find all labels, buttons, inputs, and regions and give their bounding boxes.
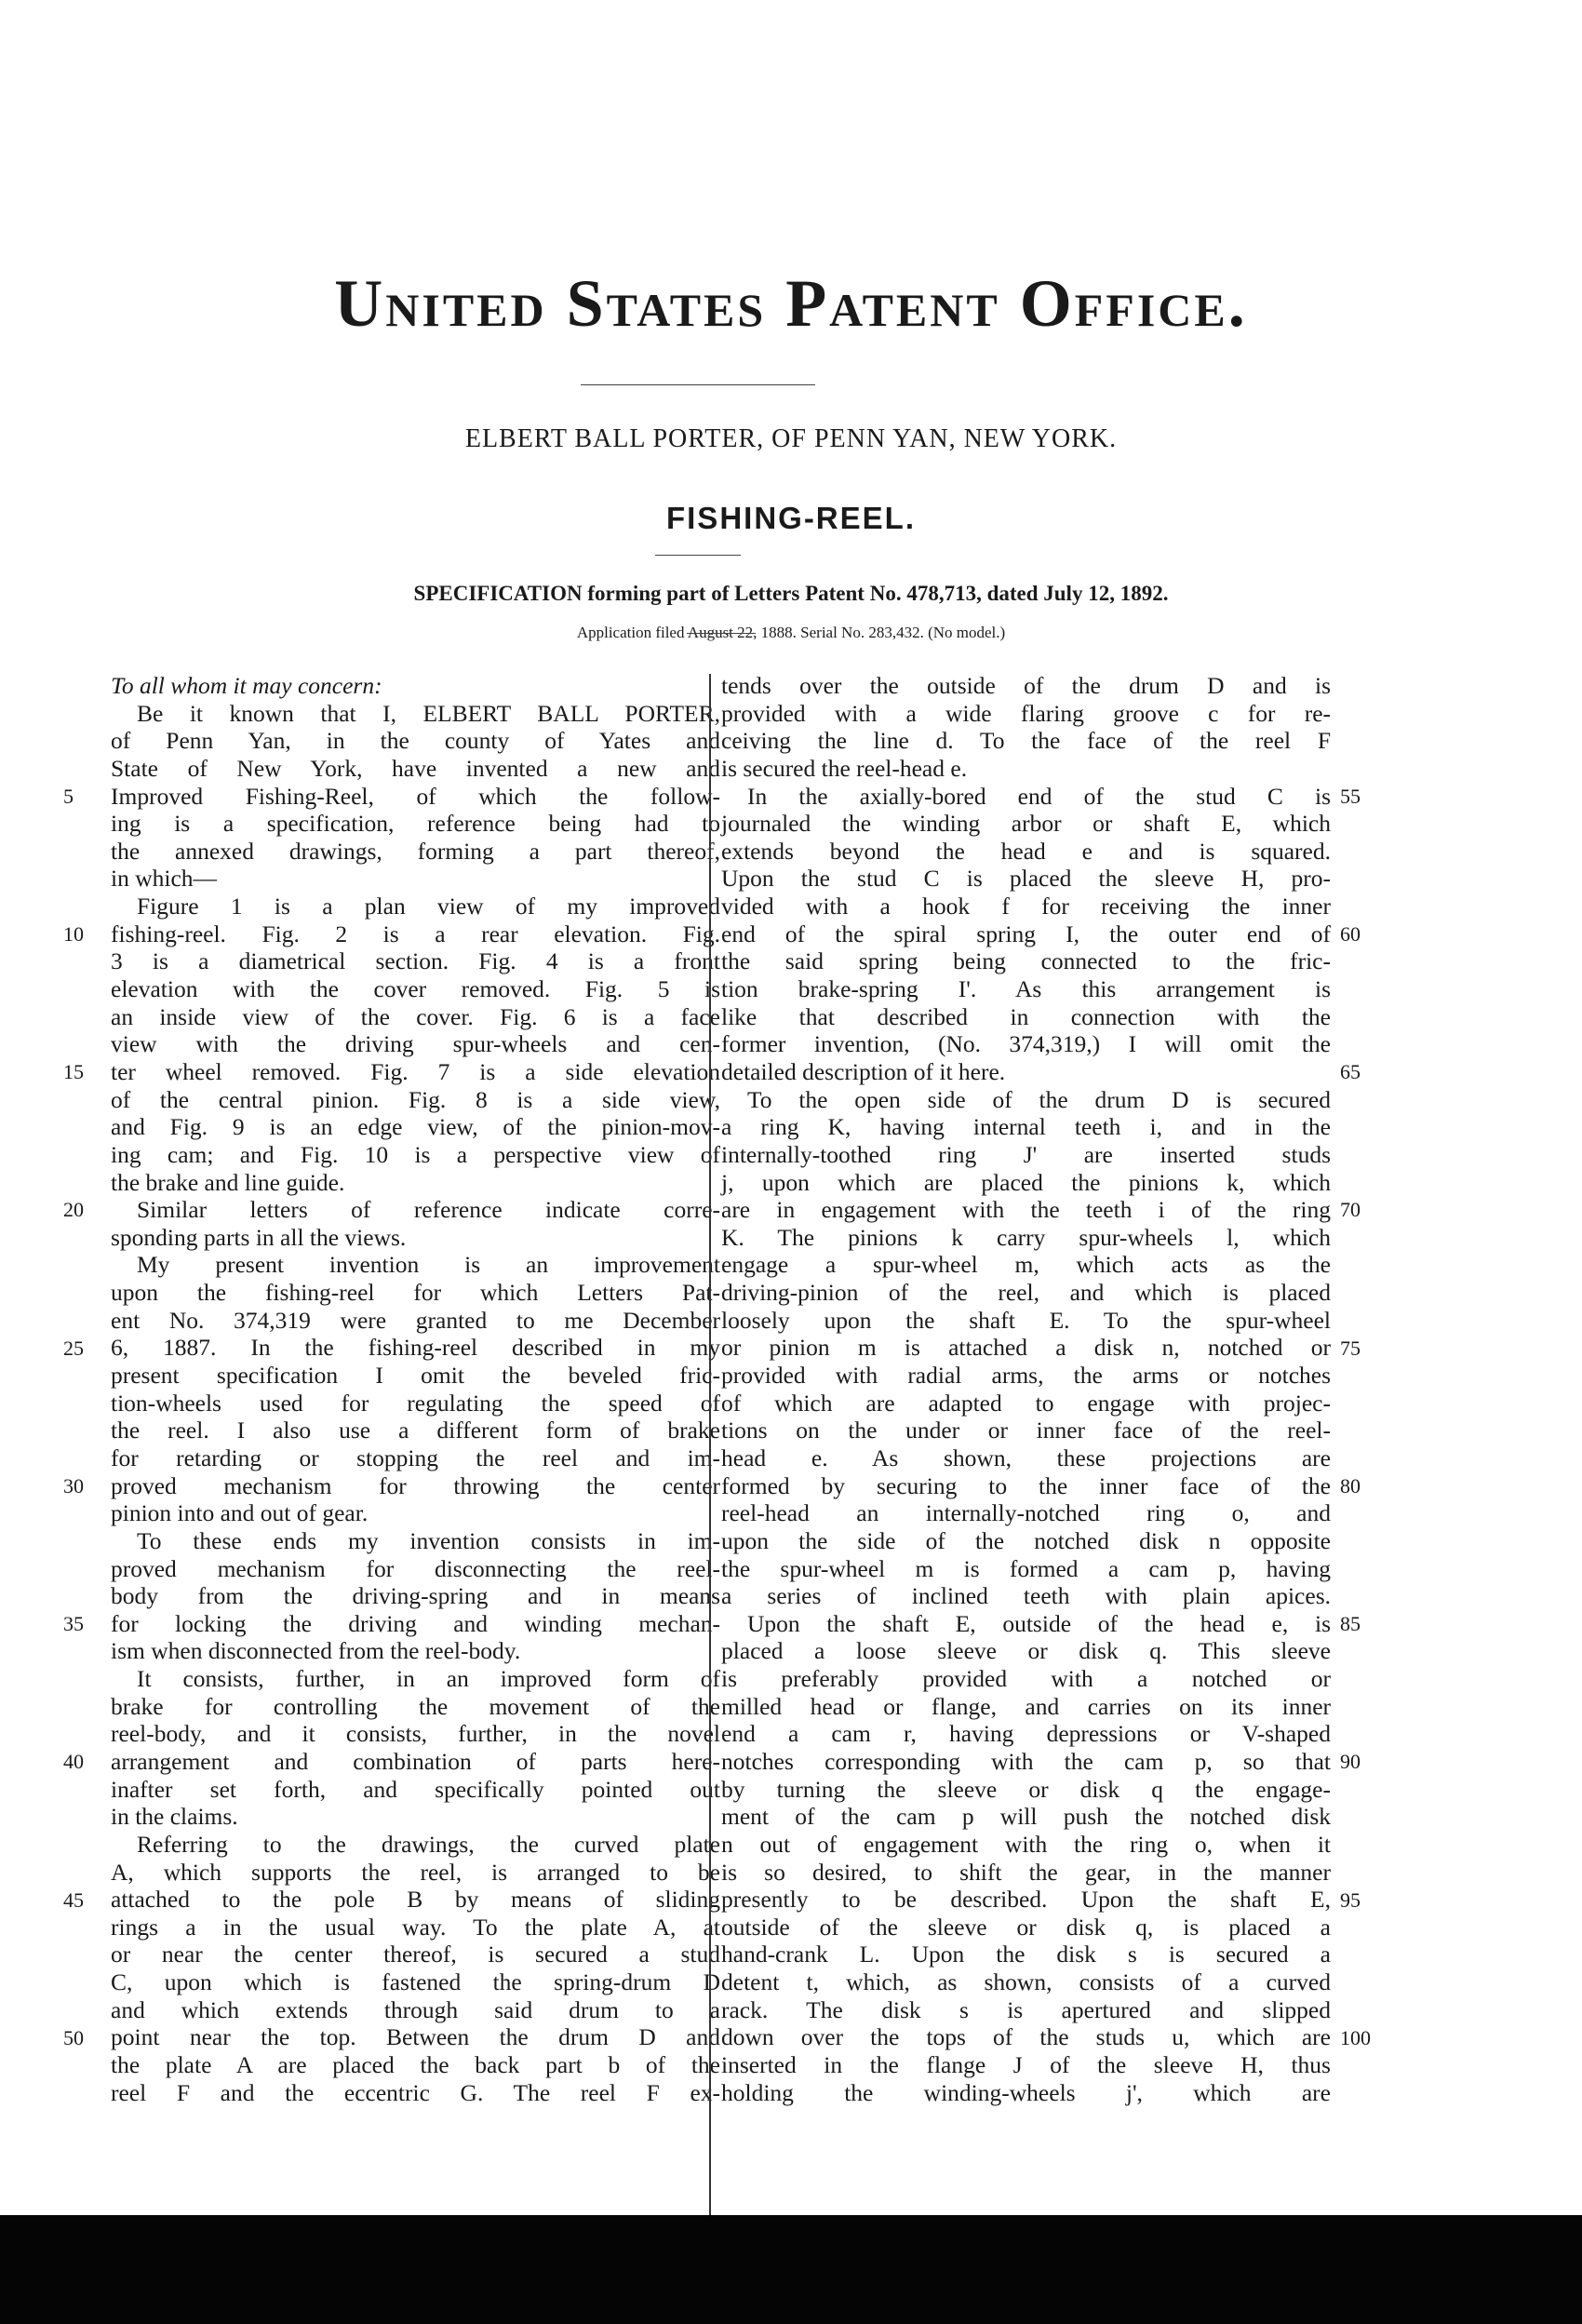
text-line: of Penn Yan, in the county of Yates and bbox=[111, 727, 720, 755]
text-line: Be it known that I, ELBERT BALL PORTER, bbox=[137, 699, 720, 727]
text-line: upon the side of the notched disk n opposite bbox=[721, 1526, 1331, 1554]
text-line: by turning the sleeve or disk q the engage- bbox=[721, 1775, 1331, 1803]
text-line: the annexed drawings, forming a part thereof, bbox=[111, 837, 720, 865]
line-number: 60 bbox=[1340, 921, 1361, 946]
line-number: 45 bbox=[63, 1887, 84, 1912]
text-line: end of the spiral spring I, the outer end of bbox=[721, 920, 1331, 947]
line-number: 85 bbox=[1340, 1612, 1361, 1636]
text-line: driving-pinion of the reel, and which is placed bbox=[721, 1279, 1331, 1307]
text-line: present specification I omit the beveled fric- bbox=[111, 1362, 720, 1390]
text-line: tion brake-spring I'. As this arrangement is bbox=[721, 975, 1331, 1003]
text-line: My present invention is an improvement bbox=[137, 1251, 720, 1279]
text-line: is so desired, to shift the gear, in the manner bbox=[721, 1858, 1331, 1886]
text-line: journaled the winding arbor or shaft E, which bbox=[721, 810, 1331, 838]
text-line: a series of inclined teeth with plain apices. bbox=[721, 1582, 1331, 1610]
scan-edge-band bbox=[0, 2215, 1582, 2324]
text-line: or near the center thereof, is secured a stud bbox=[111, 1941, 720, 1968]
text-line: engage a spur-wheel m, which acts as the bbox=[721, 1251, 1331, 1279]
text-line: ceiving the line d. To the face of the reel F bbox=[721, 727, 1331, 755]
text-line: tions on the under or inner face of the reel- bbox=[721, 1417, 1331, 1444]
text-line: 3 is a diametrical section. Fig. 4 is a front bbox=[111, 947, 720, 975]
line-number: 25 bbox=[63, 1336, 84, 1360]
text-line: j, upon which are placed the pinions k, which bbox=[721, 1168, 1331, 1196]
text-line: 6, 1887. In the fishing-reel described in my bbox=[111, 1334, 720, 1362]
text-line: of which are adapted to engage with projec- bbox=[721, 1389, 1331, 1417]
text-line: is preferably provided with a notched or bbox=[721, 1665, 1331, 1693]
text-line: pinion into and out of gear. bbox=[111, 1499, 369, 1527]
text-line: rack. The disk s is apertured and slipped bbox=[721, 1995, 1331, 2023]
text-line: extends beyond the head e and is squared. bbox=[721, 837, 1331, 865]
text-line: State of New York, have invented a new and bbox=[111, 754, 720, 782]
line-number: 40 bbox=[63, 1750, 84, 1774]
text-line: end a cam r, having depressions or V-shaped bbox=[721, 1720, 1331, 1748]
title-rule bbox=[581, 384, 815, 385]
text-line: provided with a wide flaring groove c for re- bbox=[721, 699, 1331, 727]
text-line: A, which supports the reel, is arranged to be bbox=[111, 1858, 720, 1886]
text-line: for locking the driving and winding mechan- bbox=[111, 1609, 720, 1637]
left-text-column bbox=[111, 672, 720, 2106]
text-line: To all whom it may concern: bbox=[111, 672, 382, 699]
text-line: down over the tops of the studs u, which are bbox=[721, 2023, 1331, 2051]
line-number: 55 bbox=[1340, 784, 1361, 808]
line-number: 5 bbox=[63, 784, 74, 808]
text-line: tion-wheels used for regulating the speed of bbox=[111, 1389, 720, 1417]
application-line: Application filed August 22, 1888. Serial No. 283,432. (No model.) bbox=[576, 624, 1006, 641]
line-number: 65 bbox=[1340, 1060, 1361, 1084]
text-line: attached to the pole B by means of sliding bbox=[111, 1886, 720, 1914]
text-line: vided with a hook f for receiving the inner bbox=[721, 893, 1331, 920]
text-line: an inside view of the cover. Fig. 6 is a face bbox=[111, 1002, 720, 1030]
text-line: view with the driving spur-wheels and cen- bbox=[111, 1030, 720, 1058]
text-line: in which— bbox=[111, 865, 218, 893]
line-number: 80 bbox=[1340, 1473, 1361, 1498]
text-line: Improved Fishing-Reel, of which the follow- bbox=[111, 782, 720, 810]
line-number: 90 bbox=[1340, 1750, 1361, 1774]
text-line: head e. As shown, these projections are bbox=[721, 1444, 1331, 1471]
text-line: former invention, (No. 374,319,) I will omit the bbox=[721, 1030, 1331, 1058]
text-line: To the open side of the drum D is secured bbox=[747, 1085, 1331, 1113]
text-line: inserted in the flange J of the sleeve H, thus bbox=[721, 2051, 1331, 2079]
line-number: 20 bbox=[63, 1198, 84, 1222]
text-line: fishing-reel. Fig. 2 is a rear elevation. Fig. bbox=[111, 920, 720, 947]
line-number: 70 bbox=[1340, 1198, 1361, 1222]
text-line: the reel. I also use a different form of brake bbox=[111, 1417, 720, 1444]
text-line: notches corresponding with the cam p, so that bbox=[721, 1747, 1331, 1775]
text-line: It consists, further, in an improved form of bbox=[137, 1665, 720, 1693]
text-line: for retarding or stopping the reel and im- bbox=[111, 1444, 720, 1471]
header-rule bbox=[687, 633, 756, 634]
line-number: 35 bbox=[63, 1612, 84, 1636]
text-line: and Fig. 9 is an edge view, of the pinion-mov- bbox=[111, 1113, 720, 1141]
line-number: 75 bbox=[1340, 1336, 1361, 1360]
text-line: upon the fishing-reel for which Letters Pat- bbox=[111, 1279, 720, 1307]
subject-rule bbox=[655, 555, 741, 556]
text-line: ent No. 374,319 were granted to me December bbox=[111, 1306, 720, 1334]
text-line: ment of the cam p will push the notched disk bbox=[721, 1803, 1331, 1831]
text-line: loosely upon the shaft E. To the spur-wheel bbox=[721, 1306, 1331, 1334]
text-line: in the claims. bbox=[111, 1803, 238, 1831]
text-line: inafter set forth, and specifically pointed out bbox=[111, 1775, 720, 1803]
text-line: reel-body, and it consists, further, in the novel bbox=[111, 1720, 720, 1748]
text-line: Referring to the drawings, the curved plate bbox=[137, 1830, 720, 1858]
specification-line: SPECIFICATION forming part of Letters Patent No. 478,713, dated July 12, 1892. bbox=[413, 582, 1169, 605]
text-line: milled head or flange, and carries on its inner bbox=[721, 1692, 1331, 1720]
line-number: 50 bbox=[63, 2025, 84, 2049]
inventor-line: ELBERT BALL PORTER, OF PENN YAN, NEW YORK. bbox=[464, 424, 1118, 453]
text-line: rings a in the usual way. To the plate A, at bbox=[111, 1913, 720, 1941]
text-line: detent t, which, as shown, consists of a curved bbox=[721, 1968, 1331, 1996]
text-line: elevation with the cover removed. Fig. 5 is bbox=[111, 975, 720, 1003]
text-line: the brake and line guide. bbox=[111, 1168, 345, 1196]
text-line: a ring K, having internal teeth i, and in the bbox=[721, 1113, 1331, 1141]
text-line: point near the top. Between the drum D and bbox=[111, 2023, 720, 2051]
line-number: 10 bbox=[63, 921, 84, 946]
text-line: or pinion m is attached a disk n, notched or bbox=[721, 1334, 1331, 1362]
office-title: United States Patent Office. bbox=[334, 266, 1248, 341]
line-number: 30 bbox=[63, 1473, 84, 1498]
text-line: brake for controlling the movement of the bbox=[111, 1692, 720, 1720]
text-line: n out of engagement with the ring o, when it bbox=[721, 1830, 1331, 1858]
text-line: formed by securing to the inner face of the bbox=[721, 1471, 1331, 1499]
line-number: 95 bbox=[1340, 1887, 1361, 1912]
text-line: reel-head an internally-notched ring o, and bbox=[721, 1499, 1331, 1527]
text-line: internally-toothed ring J' are inserted studs bbox=[721, 1140, 1331, 1168]
text-line: Upon the stud C is placed the sleeve H, pro- bbox=[721, 865, 1331, 893]
text-line: the plate A are placed the back part b of the bbox=[111, 2051, 720, 2079]
text-line: detailed description of it here. bbox=[721, 1057, 1006, 1085]
text-line: the said spring being connected to the fric- bbox=[721, 947, 1331, 975]
text-line: In the axially-bored end of the stud C is bbox=[747, 782, 1331, 810]
text-line: are in engagement with the teeth i of the ring bbox=[721, 1196, 1331, 1224]
text-line: provided with radial arms, the arms or notches bbox=[721, 1362, 1331, 1390]
text-line: presently to be described. Upon the shaft E, bbox=[721, 1886, 1331, 1914]
line-number: 100 bbox=[1340, 2025, 1371, 2049]
text-line: reel F and the eccentric G. The reel F ex- bbox=[111, 2078, 720, 2106]
text-line: outside of the sleeve or disk q, is placed a bbox=[721, 1913, 1331, 1941]
text-line: arrangement and combination of parts here- bbox=[111, 1747, 720, 1775]
text-line: Similar letters of reference indicate corre- bbox=[137, 1196, 720, 1224]
text-line: and which extends through said drum to a bbox=[111, 1995, 720, 2023]
text-line: tends over the outside of the drum D and is bbox=[721, 672, 1331, 699]
text-line: like that described in connection with the bbox=[721, 1002, 1331, 1030]
text-line: ing cam; and Fig. 10 is a perspective view of bbox=[111, 1140, 720, 1168]
text-line: C, upon which is fastened the spring-drum D bbox=[111, 1968, 720, 1996]
text-line: is secured the reel-head e. bbox=[721, 754, 968, 782]
text-line: hand-crank L. Upon the disk s is secured a bbox=[721, 1941, 1331, 1968]
text-line: ing is a specification, reference being had to bbox=[111, 810, 720, 838]
text-line: placed a loose sleeve or disk q. This sleeve bbox=[721, 1637, 1331, 1665]
text-line: Upon the shaft E, outside of the head e, is bbox=[747, 1609, 1331, 1637]
text-line: To these ends my invention consists in im- bbox=[137, 1526, 720, 1554]
text-line: Figure 1 is a plan view of my improved bbox=[137, 893, 720, 920]
invention-subject: FISHING-REEL. bbox=[665, 501, 916, 535]
text-line: K. The pinions k carry spur-wheels l, which bbox=[721, 1223, 1331, 1251]
text-line: the spur-wheel m is formed a cam p, having bbox=[721, 1554, 1331, 1582]
text-line: holding the winding-wheels j', which are bbox=[721, 2078, 1331, 2106]
text-line: body from the driving-spring and in means bbox=[111, 1582, 720, 1610]
text-line: ter wheel removed. Fig. 7 is a side elevation bbox=[111, 1057, 720, 1085]
right-text-column bbox=[721, 672, 1331, 2106]
line-number: 15 bbox=[63, 1060, 84, 1084]
text-line: sponding parts in all the views. bbox=[111, 1223, 407, 1251]
text-line: proved mechanism for throwing the center bbox=[111, 1471, 720, 1499]
column-divider bbox=[709, 674, 711, 2261]
text-line: ism when disconnected from the reel-body. bbox=[111, 1637, 521, 1665]
text-line: proved mechanism for disconnecting the reel- bbox=[111, 1554, 720, 1582]
text-line: of the central pinion. Fig. 8 is a side view, bbox=[111, 1085, 720, 1113]
